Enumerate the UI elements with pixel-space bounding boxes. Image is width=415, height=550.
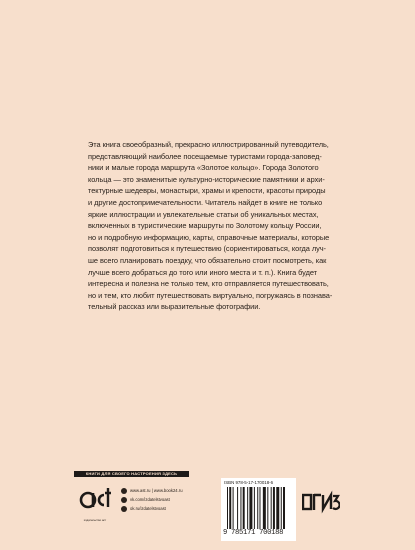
barcode-stripe: [257, 487, 258, 529]
ast-logo-icon: [79, 485, 113, 511]
ogiz-logo-text: ОГИЗ: [302, 489, 305, 490]
description-line: ники и малые города маршрута «Золотое кольцо». Города Золотого: [88, 163, 319, 173]
barcode-stripe: [249, 487, 252, 529]
link-icon: [121, 506, 127, 512]
barcode-stripe: [243, 487, 245, 529]
book-description: [88, 139, 342, 313]
barcode-stripe: [254, 487, 255, 529]
back-cover-footer: [0, 469, 415, 550]
isbn-label: ISBN 978-5-17-170018-6: [224, 480, 274, 485]
description-line: но и подробную информацию, карты, справочные материалы, которые: [88, 232, 330, 242]
description-line: включенных в туристические маршруты по Золотому кольцу России,: [88, 221, 322, 231]
description-line: тельный рассказ или выразительные фотографии.: [88, 302, 261, 312]
barcode-panel: [221, 478, 296, 541]
barcode-stripe: [237, 487, 238, 529]
publisher-links: [121, 486, 183, 513]
barcode-stripe: [259, 487, 260, 529]
barcode-stripe: [283, 487, 285, 529]
description-line: яркие иллюстрации и увлекательные статьи об уникальных местах,: [88, 209, 319, 219]
description-line: тектурные шедевры, монастыри, храмы и крепости, красоты природы: [88, 186, 326, 196]
ast-logo-text: аст: [79, 485, 81, 486]
barcode-icon: [227, 487, 291, 529]
barcode-stripe: [273, 487, 275, 529]
description-line: кольца — это знаменитые культурно-исторические памятники и архи-: [88, 174, 325, 184]
description-line: Эта книга своеобразный, прекрасно иллюстрированный путеводитель,: [88, 140, 329, 149]
link-row[interactable]: [121, 495, 183, 504]
barcode-stripe: [240, 487, 241, 529]
barcode-stripe: [263, 487, 266, 529]
description-line: интересна и полезна не только тем, кто отправляется путешествовать,: [88, 279, 329, 289]
ok-link[interactable]: ok.ru/izdatelstvoast: [130, 506, 166, 511]
globe-icon: [121, 488, 127, 494]
ogiz-logo-icon: [302, 489, 340, 515]
barcode-stripe: [271, 487, 272, 529]
website-link[interactable]: www.ast.ru | www.book24.ru: [130, 488, 183, 493]
description-line: лучше всего добраться до того или иного места и т. п.). Книга будет: [88, 267, 317, 277]
link-row[interactable]: [121, 504, 183, 513]
barcode-stripe: [276, 487, 279, 529]
vk-link[interactable]: vk.com/izdatelstvoast: [130, 497, 170, 502]
barcode-stripe: [247, 487, 248, 529]
barcode-stripe: [227, 487, 228, 529]
barcode-stripe: [229, 487, 231, 529]
publisher-subtitle: издательство аст: [83, 518, 107, 522]
barcode-stripe: [267, 487, 268, 529]
description-line: но и тем, кто любит путешествовать виртуально, погружаясь в познава-: [88, 290, 333, 300]
barcode-stripe: [281, 487, 282, 529]
tagline-bar: КНИГИ ДЛЯ СВОЕГО НАСТРОЕНИЯ ЗДЕСЬ: [74, 471, 189, 477]
description-line: ше всего планировать поездку, что обязательно стоит посмотреть, как: [88, 255, 327, 265]
description-line: позволят подготовиться к путешествию (сориентироваться, когда луч-: [88, 244, 326, 254]
vk-icon: [121, 497, 127, 503]
description-line: и другие достопримечательности. Читатель найдет в книге не только: [88, 197, 323, 207]
description-line: представляющий наиболее посещаемые туристами города-заповед-: [88, 151, 322, 161]
barcode-digits: 9 785171 700188: [223, 529, 284, 537]
link-row[interactable]: [121, 486, 183, 495]
barcode-stripe: [233, 487, 234, 529]
